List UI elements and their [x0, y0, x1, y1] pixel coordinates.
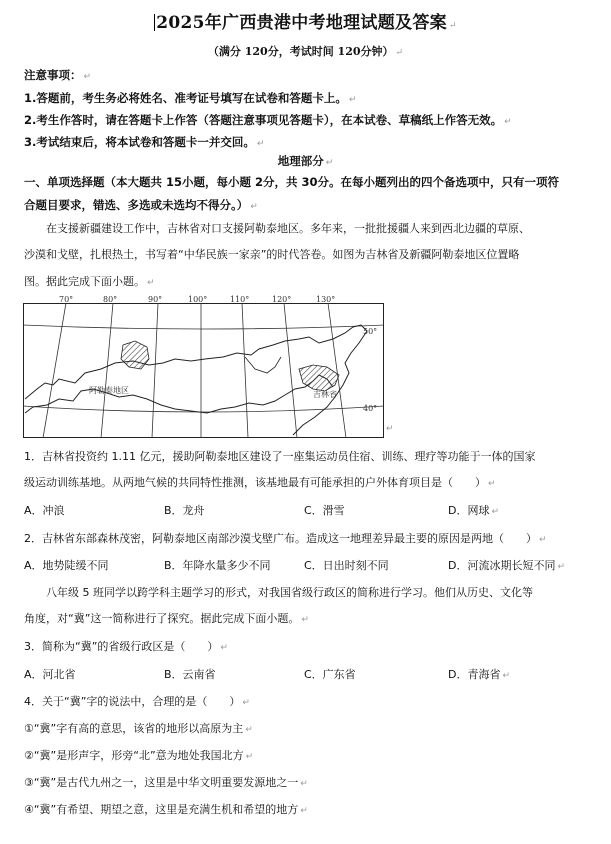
jilin-province-label: 吉林省 [313, 390, 337, 399]
longitude-label: 80° [103, 295, 118, 304]
paragraph-mark-icon: ↵ [147, 278, 155, 288]
question-1-stem-line: 1．吉林省投资约 1.11 亿元，援助阿勒泰地区建设了一座集运动员住宿、训练、理疗等功能于一体的国家 [24, 450, 536, 463]
paragraph-mark-icon: ↵ [504, 117, 512, 127]
longitude-label: 100° [188, 295, 208, 304]
paragraph-mark-icon: ↵ [242, 698, 250, 708]
question-4-stem-text: 4．关于“冀”字的说法中，合理的是（ ） [24, 695, 241, 708]
longitude-label: 130° [316, 295, 336, 304]
note-item [24, 90, 356, 106]
location-map [23, 295, 384, 438]
paragraph-mark-icon: ↵ [488, 479, 496, 489]
paragraph-mark-icon: ↵ [220, 643, 228, 653]
passage2-line [24, 610, 309, 626]
subtitle-text: （满分 120分，考试时间 120分钟） [207, 45, 394, 58]
question-3-option-d-text: D．青海省 [448, 668, 501, 681]
question-1-option-d-text: D．网球 [448, 504, 490, 517]
paragraph-mark-icon: ↵ [502, 671, 511, 681]
longitude-label: 120° [272, 295, 292, 304]
question-2-stem-line [24, 530, 547, 546]
notes-heading [24, 67, 91, 83]
part1-heading-line1: 一、单项选择题（本大题共 15小题，每小题 2分，共 30分。在每小题列出的四个备选项中，只有一项符 [24, 175, 560, 189]
question-2-stem-text: 2．吉林省东部森林茂密，阿勒泰地区南部沙漠戈壁广布。造成这一地理差异最主要的原因是两地（ ） [24, 532, 537, 545]
passage1-line: 在支援新疆建设工作中，吉林省对口支援阿勒泰地区。多年来，一批批援疆人来到西北边疆的草原、 [46, 222, 530, 235]
question-4-statement [24, 774, 308, 790]
question-4-statement [24, 720, 253, 736]
question-3-option-d [448, 666, 510, 682]
latitude-label: 40° [363, 404, 378, 413]
passage1-line-text: 图。据此完成下面小题。 [24, 275, 145, 288]
notes-heading-text: 注意事项： [24, 68, 82, 82]
paragraph-mark-icon: ↵ [300, 806, 308, 816]
note-item [24, 112, 512, 128]
question-1-stem-text: 级运动训练基地。从两地气候的共同特性推测，该基地最有可能承担的户外体育项目是（ ） [24, 476, 486, 489]
question-4-stem-line [24, 693, 250, 709]
question-4-statement-text: ③“冀”是古代九州之一，这里是中华文明重要发源地之一 [24, 776, 299, 789]
note-item [24, 134, 264, 150]
question-3-option-c: C．广东省 [304, 668, 356, 681]
question-4-statement-text: ①“冀”字有高的意思，该省的地形以高原为主 [24, 722, 244, 735]
note-item-text: 2.考生作答时，请在答题卡上作答（答题注意事项见答题卡），在本试卷、草稿纸上作答无效。 [24, 113, 503, 127]
question-3-stem-text: 3．简称为“冀”的省级行政区是（ ） [24, 640, 219, 653]
question-1-option-a: A．冲浪 [24, 504, 65, 517]
question-4-statement-text: ②“冀”是形声字，形旁“北”意为地处我国北方 [24, 749, 244, 762]
question-1-option-c: C．滑雪 [304, 504, 345, 517]
question-3-option-a: A．河北省 [24, 668, 76, 681]
question-2-option-d [448, 557, 565, 573]
question-2-option-d-text: D．河流冰期长短不同 [448, 559, 556, 572]
question-1-option-d [448, 502, 499, 518]
latitude-label: 50° [363, 327, 378, 336]
question-4-statement [24, 747, 253, 763]
question-2-option-b: B．年降水量多少不同 [164, 559, 271, 572]
title-text: 2025年广西贵港中考地理试题及答案 [156, 13, 447, 33]
question-3-option-b: B．云南省 [164, 668, 216, 681]
longitude-label: 90° [148, 295, 163, 304]
paragraph-mark-icon: ↵ [256, 139, 265, 149]
question-3-stem-line [24, 638, 228, 654]
question-4-statement-text: ④“冀”有希望、期望之意，这里是充满生机和希望的地方 [24, 803, 299, 816]
passage1-line [24, 273, 155, 289]
paragraph-mark-icon: ↵ [83, 72, 92, 82]
section-title [0, 153, 611, 169]
part1-heading-line2-text: 合题目要求，错选、多选或未选均不得分。） [24, 198, 249, 212]
paragraph-mark-icon: ↵ [348, 95, 357, 105]
paragraph-mark-icon: ↵ [245, 752, 254, 762]
document-subtitle [0, 43, 611, 59]
question-2-option-a: A．地势陡缓不同 [24, 559, 109, 572]
document-title [0, 8, 611, 33]
altay-region-label: 阿勒泰地区 [89, 386, 129, 395]
paragraph-mark-icon: ↵ [395, 48, 404, 58]
passage2-line: 八年级 5 班同学以跨学科主题学习的形式，对我国省级行政区的简称进行学习。他们从历史、文化等 [46, 586, 533, 599]
question-2-option-c: C．日出时刻不同 [304, 559, 389, 572]
paragraph-mark-icon: ↵ [300, 779, 308, 789]
part1-heading-line2 [24, 197, 258, 213]
paragraph-mark-icon: ↵ [325, 158, 334, 168]
longitude-label: 110° [230, 295, 250, 304]
note-item-text: 1.答题前，考生务必将姓名、准考证号填写在试卷和答题卡上。 [24, 91, 347, 105]
note-item-text: 3.考试结束后，将本试卷和答题卡一并交回。 [24, 135, 255, 149]
paragraph-mark-icon: ↵ [557, 562, 566, 572]
paragraph-mark-icon: ↵ [386, 424, 394, 434]
passage1-line: 沙漠和戈壁，扎根热土，书写着“中华民族一家亲”的时代答卷。如图为吉林省及新疆阿勒泰地区位置略 [24, 248, 520, 261]
paragraph-mark-icon: ↵ [301, 615, 309, 625]
paragraph-mark-icon: ↵ [250, 202, 258, 212]
paragraph-mark-icon: ↵ [539, 535, 547, 545]
question-1-option-b: B．龙舟 [164, 504, 205, 517]
passage2-line-text: 角度，对“冀”这一简称进行了探究。据此完成下面小题。 [24, 612, 300, 625]
question-1-stem-line [24, 474, 496, 490]
longitude-label: 70° [59, 295, 74, 304]
paragraph-mark-icon: ↵ [491, 507, 500, 517]
section-title-text: 地理部分 [277, 154, 324, 168]
paragraph-mark-icon: ↵ [245, 725, 253, 735]
paragraph-mark-icon: ↵ [448, 21, 457, 31]
question-4-statement [24, 801, 308, 817]
